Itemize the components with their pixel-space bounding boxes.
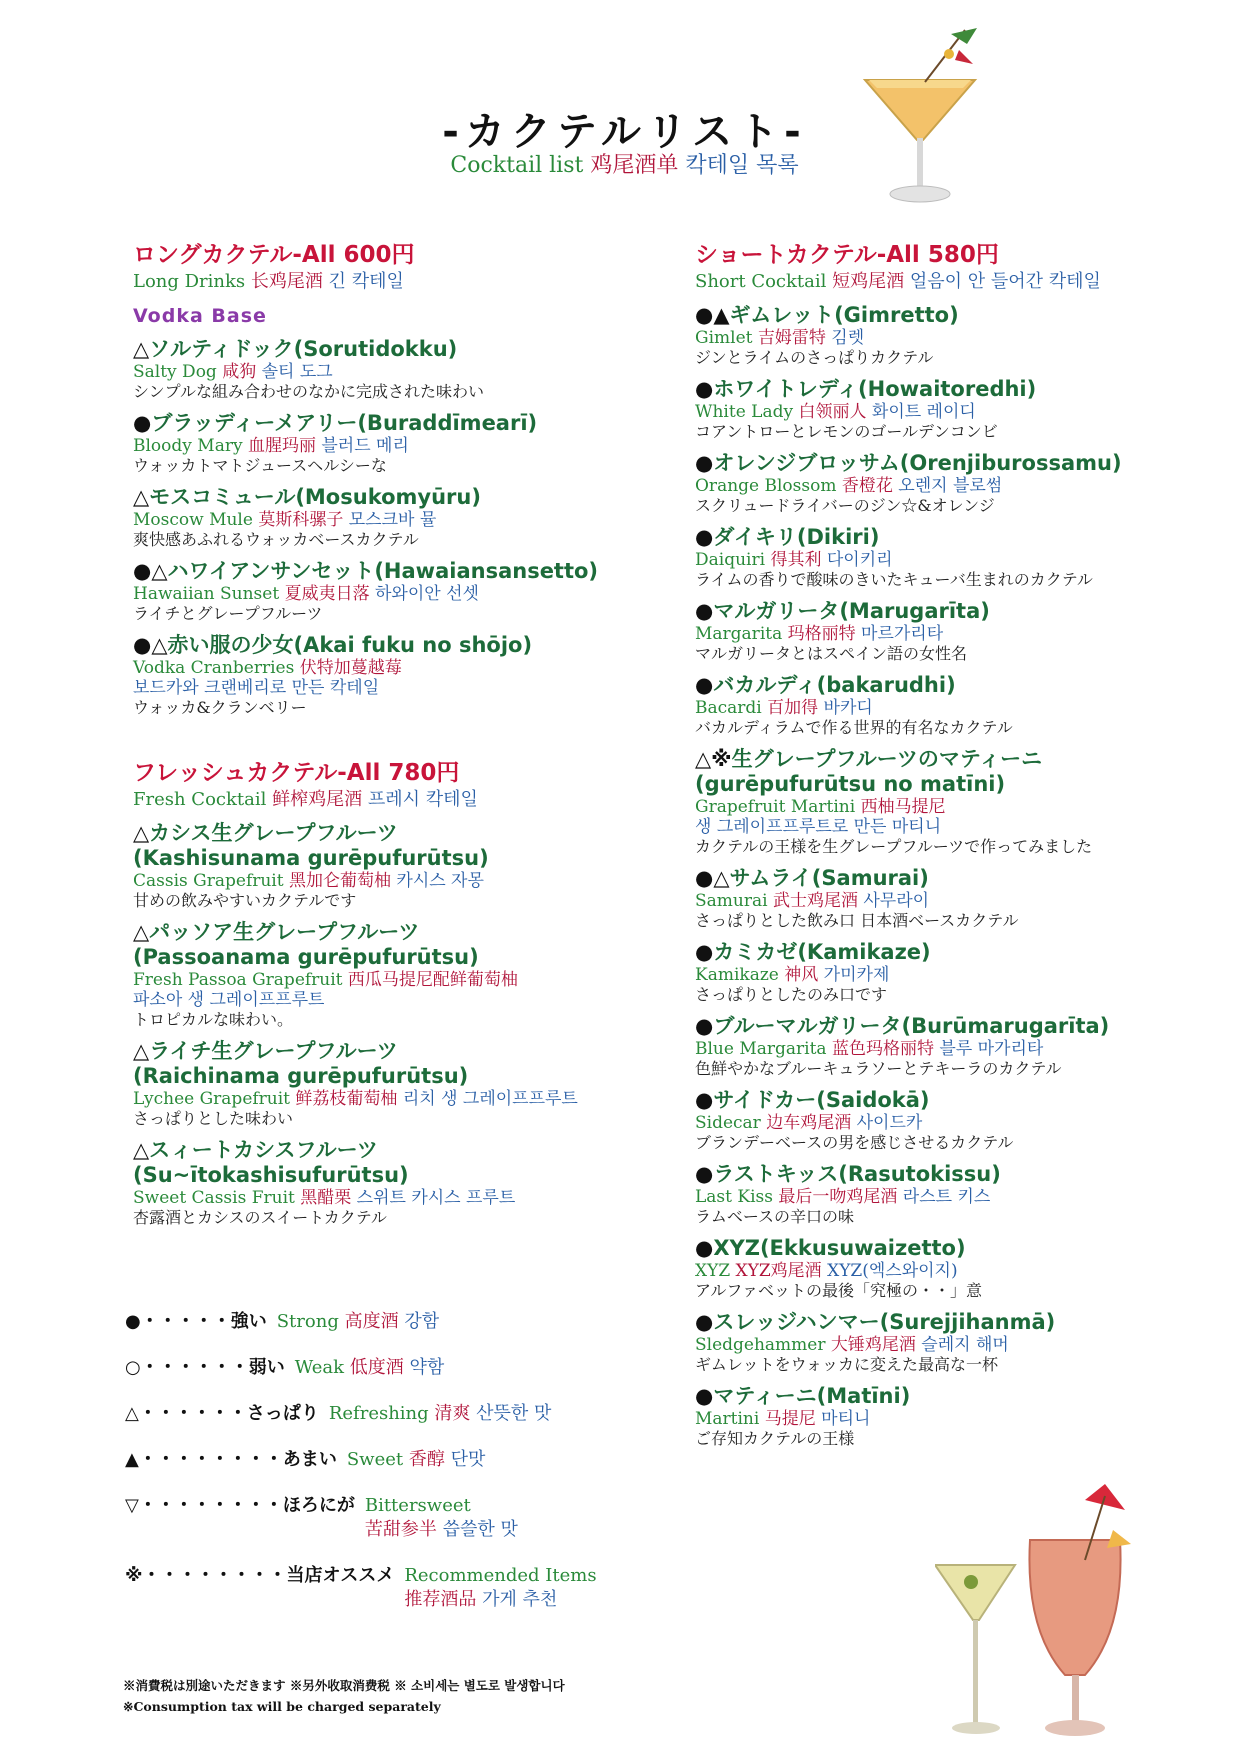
legend-symbol: ●・・・・・強い: [125, 1311, 267, 1332]
item-translations: [695, 1113, 1225, 1133]
menu-item: [695, 377, 1225, 442]
item-name-zh: 夏威夷日落: [284, 584, 370, 604]
menu-item: [133, 337, 693, 402]
item-name: [695, 1384, 1225, 1409]
item-name-en: Vodka Cranberries: [133, 658, 295, 678]
item-name-ko: 파소아 생 그레이프프루트: [133, 990, 325, 1010]
item-name-en: Daiquiri: [695, 550, 766, 570]
item-name-text: 赤い服の少女(Akai fuku no shōjo): [167, 633, 533, 657]
item-name-ko: 오렌지 블로썸: [898, 476, 1003, 496]
strength-marker: ●: [695, 1088, 714, 1112]
strength-marker: ●: [695, 1310, 714, 1334]
item-name: [695, 1014, 1225, 1039]
section-sub-zh: 长鸡尾酒: [250, 271, 323, 292]
item-name-en: Martini: [695, 1409, 760, 1429]
item-name-zh: 百加得: [767, 698, 819, 718]
item-name: [695, 377, 1225, 402]
item-name-text: カシス生グレープフルーツ: [149, 821, 398, 845]
menu-item: [695, 1310, 1225, 1375]
item-name: [695, 303, 1225, 328]
item-name-text: サイドカー(Saidokā): [713, 1088, 930, 1112]
item-name-zh: XYZ鸡尾酒: [735, 1261, 822, 1281]
item-name-text: ソルティドック(Sorutidokku): [149, 337, 458, 361]
item-name-ko: 화이트 레이디: [871, 402, 976, 422]
item-description: シンプルな組み合わせのなかに完成された味わい: [133, 382, 484, 401]
item-name-en: Kamikaze: [695, 965, 779, 985]
item-name-ko: 스위트 카시스 프루트: [356, 1188, 516, 1208]
strength-marker: ●▲: [695, 303, 730, 327]
item-name-ko: 블러드 메리: [321, 436, 409, 456]
item-name: [133, 1138, 693, 1163]
item-name-en: Cassis Grapefruit: [133, 871, 284, 891]
item-name-zh: 莫斯科骡子: [258, 510, 344, 530]
item-name-text: マルガリータ(Marugarīta): [713, 599, 990, 623]
section-heading: ロングカクテル-All 600円: [133, 242, 415, 268]
item-name-zh: 血腥玛丽: [247, 436, 316, 456]
item-name: [695, 1088, 1225, 1113]
item-name-zh: 神风: [784, 965, 819, 985]
item-name-ko: 보드카와 크랜베리로 만든 칵테일: [133, 678, 380, 698]
strength-marker: △: [133, 821, 150, 845]
item-name-text: ハワイアンサンセット(Hawaiansansetto): [167, 559, 599, 583]
item-translations: [695, 965, 1225, 985]
item-name: [695, 940, 1225, 965]
item-name-ko: 리치 생 그레이프프루트: [402, 1089, 578, 1109]
menu-item: [133, 821, 693, 911]
strength-marker: ●△: [133, 633, 168, 657]
item-name-en: Fresh Passoa Grapefruit: [133, 970, 343, 990]
item-name-ko: 김렛: [831, 328, 865, 348]
item-name-zh: 最后一吻鸡尾酒: [778, 1187, 898, 1207]
item-name-text: オレンジブロッサム(Orenjiburossamu): [713, 451, 1122, 475]
item-translations: [695, 891, 1225, 911]
item-name: [695, 1162, 1225, 1187]
item-description: トロピカルな味わい。: [133, 1010, 294, 1029]
item-name-zh: 白领丽人: [798, 402, 867, 422]
item-name: [133, 920, 693, 945]
strength-marker: ●: [695, 599, 714, 623]
item-name-zh: 香橙花: [841, 476, 893, 496]
item-name-text: ラストキッス(Rasutokissu): [713, 1162, 1001, 1186]
item-description: マルガリータとはスペイン語の女性名: [695, 644, 968, 663]
item-name-ko: 블루 마가리타: [939, 1039, 1044, 1059]
fresh-items: [133, 821, 693, 1228]
item-name-zh: 蓝色玛格丽特: [831, 1039, 934, 1059]
item-name-ko: 사무라이: [863, 891, 930, 911]
legend-symbol: ▽・・・・・・・・ほろにが: [125, 1495, 355, 1516]
item-name-ko: 카시스 자몽: [396, 871, 484, 891]
section-subheading: [695, 270, 1225, 294]
item-translations: [133, 970, 693, 990]
item-romanization: (Raichinama gurēpufurūtsu): [133, 1064, 469, 1088]
item-translations: [133, 1089, 693, 1109]
legend-zh: 推荐酒品: [404, 1589, 477, 1610]
item-translations: [133, 1188, 693, 1208]
item-translations: [695, 476, 1225, 496]
section-sub-en: Long Drinks: [133, 271, 246, 292]
item-translations: [695, 328, 1225, 348]
item-name-en: XYZ: [695, 1261, 731, 1281]
item-description: ギムレットをウォッカに変えた最高な一杯: [695, 1355, 999, 1374]
subtitle-ko: 칵테일 목록: [685, 153, 799, 178]
strength-marker: ●: [695, 451, 714, 475]
item-translations: [695, 550, 1225, 570]
item-name-zh: 西瓜马提尼配鲜葡萄柚: [347, 970, 518, 990]
tax-notice-line-2: ※Consumption tax will be charged separately: [123, 1699, 441, 1714]
legend-zh: 香醇: [408, 1449, 445, 1470]
legend-en: Refreshing: [328, 1403, 429, 1424]
page-title: -カクテルリスト-: [442, 109, 807, 155]
item-name-ko: 가미카제: [823, 965, 890, 985]
item-translations: [695, 1409, 1225, 1429]
item-translations: [695, 797, 1225, 817]
item-romanization: (gurēpufurūtsu no matīni): [695, 772, 1006, 796]
strength-marker: ●: [695, 940, 714, 964]
item-name: [133, 337, 693, 362]
item-name-text: モスコミュール(Mosukomyūru): [149, 485, 481, 509]
legend: [125, 1310, 685, 1634]
legend-row: [125, 1494, 685, 1542]
item-name: [695, 673, 1225, 698]
menu-item: [695, 525, 1225, 590]
strength-marker: ●: [695, 1014, 714, 1038]
item-description: ウォッカ&クランベリー: [133, 698, 307, 717]
item-name-zh: 吉姆雷特: [757, 328, 826, 348]
item-name: [133, 821, 693, 846]
item-name-zh: 武士鸡尾酒: [772, 891, 858, 911]
martini-glass-illustration: [855, 20, 985, 220]
section-sub-ko: 긴 칵테일: [328, 271, 404, 292]
item-name-text: ブルーマルガリータ(Burūmarugarīta): [713, 1014, 1110, 1038]
item-name-text: XYZ(Ekkusuwaizetto): [713, 1236, 966, 1260]
legend-en: Sweet: [346, 1449, 404, 1470]
legend-symbol: △・・・・・・さっぱり: [125, 1403, 319, 1424]
menu-item: [133, 920, 693, 1030]
menu-item: [695, 1162, 1225, 1227]
legend-symbol: ※・・・・・・・・当店オススメ: [125, 1565, 395, 1586]
item-description: アルファベットの最後「究極の・・」意: [695, 1281, 983, 1300]
item-name-en: Bloody Mary: [133, 436, 243, 456]
item-translations: [133, 584, 693, 604]
item-name-text: ホワイトレディ(Howaitoredhi): [713, 377, 1037, 401]
menu-item: [695, 451, 1225, 516]
item-name-en: Grapefruit Martini: [695, 797, 856, 817]
legend-translations: [365, 1494, 518, 1542]
item-translations: [695, 1187, 1225, 1207]
item-name: [133, 411, 693, 436]
strength-marker: ●: [695, 1162, 714, 1186]
item-name-en: Sidecar: [695, 1113, 761, 1133]
item-name-ko: 사이드카: [856, 1113, 923, 1133]
legend-ko: 약함: [409, 1357, 445, 1378]
item-name-ko: 모스크바 뮬: [348, 510, 437, 530]
legend-translations: [295, 1356, 445, 1380]
menu-item: [133, 411, 693, 476]
strength-marker: △: [133, 1138, 150, 1162]
item-name-en: Bacardi: [695, 698, 762, 718]
item-name-ko: 생 그레이프프루트로 만든 마티니: [695, 817, 942, 837]
strength-marker: △: [133, 1039, 150, 1063]
legend-row: [125, 1564, 685, 1612]
strength-marker: ●: [133, 411, 152, 435]
item-name-zh: 马提尼: [764, 1409, 816, 1429]
item-description: バカルディラムで作る世界的有名なカクテル: [695, 718, 1013, 737]
section-sub-zh: 鲜榨鸡尾酒: [272, 789, 363, 810]
item-translations: [695, 1039, 1225, 1059]
menu-item: [133, 1138, 693, 1228]
item-name-text: バカルディ(bakarudhi): [713, 673, 956, 697]
item-name-ko: 슬레지 해머: [921, 1335, 1009, 1355]
item-name-en: Salty Dog: [133, 362, 217, 382]
item-romanization: (Kashisunama gurēpufurūtsu): [133, 846, 489, 870]
page-subtitle: [0, 148, 1249, 179]
legend-symbol: ○・・・・・・弱い: [125, 1357, 285, 1378]
item-romanization: (Passoanama gurēpufurūtsu): [133, 945, 479, 969]
item-name-text: 生グレープフルーツのマティーニ: [731, 747, 1043, 771]
item-name-zh: 咸狗: [222, 362, 257, 382]
legend-symbol: ▲・・・・・・・・あまい: [125, 1449, 337, 1470]
item-description: さっぱりとした飲み口 日本酒ベースカクテル: [695, 911, 1019, 930]
item-name-text: ダイキリ(Dikiri): [713, 525, 880, 549]
item-description: 色鮮やかなブルーキュラソーとテキーラのカクテル: [695, 1059, 1062, 1078]
menu-item: [695, 940, 1225, 1005]
item-name-en: Moscow Mule: [133, 510, 253, 530]
item-name: [133, 1039, 693, 1064]
section-sub-zh: 短鸡尾酒: [832, 271, 905, 292]
item-description: さっぱりとしたのみ口です: [695, 985, 888, 1004]
menu-item: [133, 559, 693, 624]
item-name-zh: 鲜荔枝葡萄柚: [295, 1089, 398, 1109]
legend-translations: [277, 1310, 439, 1334]
item-translations: [133, 362, 693, 382]
item-description: ウォッカトマトジュースヘルシーな: [133, 456, 387, 475]
menu-item: [695, 1014, 1225, 1079]
legend-translations: [329, 1402, 552, 1426]
item-name-ko: 다이키리: [826, 550, 893, 570]
item-name-ko: 하와이안 선셋: [374, 584, 479, 604]
item-name-en: Gimlet: [695, 328, 753, 348]
strength-marker: △: [133, 337, 150, 361]
long-items: [133, 337, 693, 718]
item-description: ブランデーベースの男を感じさせるカクテル: [695, 1133, 1014, 1152]
legend-ko: 단맛: [450, 1449, 486, 1470]
strength-marker: ●△: [695, 866, 730, 890]
item-name: [695, 451, 1225, 476]
item-name-zh: 伏特加蔓越莓: [299, 658, 402, 678]
item-name: [695, 866, 1225, 891]
item-translations: [695, 402, 1225, 422]
item-translations: [133, 658, 693, 678]
menu-item: [695, 673, 1225, 738]
subtitle-zh: 鸡尾酒单: [590, 153, 679, 178]
menu-item: [695, 1088, 1225, 1153]
item-name-en: Orange Blossom: [695, 476, 837, 496]
section-sub-ko: 얼음이 안 들어간 칵테일: [909, 271, 1101, 292]
item-name-text: スレッジハンマー(Surejjihanmā): [713, 1310, 1056, 1334]
item-description: ライチとグレープフルーツ: [133, 604, 323, 623]
item-name-en: Margarita: [695, 624, 783, 644]
section-sub-en: Short Cocktail: [695, 271, 827, 292]
strength-marker: ●△: [133, 559, 168, 583]
menu-item: [695, 599, 1225, 664]
section-heading: フレッシュカクテル-All 780円: [133, 760, 460, 786]
item-description: ラムベースの辛口の味: [695, 1207, 855, 1226]
legend-zh: 高度酒: [344, 1311, 399, 1332]
legend-en: Weak: [294, 1357, 345, 1378]
item-name: [695, 599, 1225, 624]
item-translations: [695, 1261, 1225, 1281]
legend-ko: 산뜻한 맛: [476, 1403, 552, 1424]
legend-en: Strong: [276, 1311, 339, 1332]
item-name-en: Blue Margarita: [695, 1039, 827, 1059]
item-translations: [695, 624, 1225, 644]
menu-item: [695, 866, 1225, 931]
item-name-text: サムライ(Samurai): [729, 866, 929, 890]
item-name-ko: XYZ(엑스와이지): [827, 1261, 958, 1281]
item-name-text: ギムレット(Gimretto): [729, 303, 959, 327]
strength-marker: △※: [695, 747, 732, 771]
item-description: カクテルの王様を生グレープフルーツで作ってみました: [695, 837, 1093, 856]
legend-ko: 씁쓸한 맛: [442, 1519, 518, 1540]
section-subheading: [133, 788, 693, 812]
item-name-en: Last Kiss: [695, 1187, 773, 1207]
item-name-ko: 솔티 도그: [261, 362, 333, 382]
legend-zh: 低度酒: [349, 1357, 404, 1378]
item-name: [695, 525, 1225, 550]
item-description: スクリュードライバーのジン☆&オレンジ: [695, 496, 995, 515]
item-description: ジンとライムのさっぱりカクテル: [695, 348, 934, 367]
item-description: 爽快感あふれるウォッカベースカクテル: [133, 530, 419, 549]
legend-zh: 清爽: [434, 1403, 471, 1424]
legend-en: Recommended Items: [404, 1565, 597, 1586]
menu-item: [133, 1039, 693, 1129]
item-name-text: ライチ生グレープフルーツ: [149, 1039, 398, 1063]
legend-translations: [404, 1564, 596, 1612]
menu-item: [133, 485, 693, 550]
item-name: [133, 559, 693, 584]
legend-ko: 가게 추천: [482, 1589, 558, 1610]
item-name-en: Sweet Cassis Fruit: [133, 1188, 295, 1208]
item-name-zh: 西柚马提尼: [860, 797, 946, 817]
strength-marker: ●: [695, 377, 714, 401]
item-name-ko: 라스트 키스: [902, 1187, 991, 1207]
menu-item: [695, 747, 1225, 857]
section-sub-ko: 프레시 칵테일: [367, 789, 478, 810]
strength-marker: ●: [695, 1236, 714, 1260]
item-name-text: マティーニ(Matīni): [713, 1384, 911, 1408]
item-name-en: White Lady: [695, 402, 794, 422]
subtitle-en: Cocktail list: [450, 153, 584, 178]
vodka-base-heading: Vodka Base: [133, 305, 267, 327]
item-romanization: (Su~ītokashisufurūtsu): [133, 1163, 409, 1187]
strength-marker: ●: [695, 673, 714, 697]
item-translations: [695, 698, 1225, 718]
item-name: [695, 747, 1225, 772]
item-name-text: パッソア生グレープフルーツ: [149, 920, 420, 944]
item-translations: [133, 436, 693, 456]
item-name: [695, 1236, 1225, 1261]
item-name-zh: 黑醋栗: [300, 1188, 352, 1208]
strength-marker: △: [133, 485, 150, 509]
fresh-cocktail-section: [133, 758, 693, 1228]
legend-row: [125, 1402, 685, 1426]
item-name-en: Samurai: [695, 891, 768, 911]
item-name-text: スィートカシスフルーツ: [149, 1138, 378, 1162]
legend-zh: 苦甜参半: [364, 1519, 437, 1540]
section-subheading: [133, 270, 693, 294]
menu-item: [133, 633, 693, 718]
menu-item: [695, 1236, 1225, 1301]
item-name: [695, 1310, 1225, 1335]
item-translations: [133, 871, 693, 891]
legend-row: [125, 1448, 685, 1472]
short-items: [695, 303, 1225, 1449]
section-heading: ショートカクテル-All 580円: [695, 242, 999, 268]
item-name-text: カミカゼ(Kamikaze): [713, 940, 931, 964]
item-name-zh: 得其利: [770, 550, 822, 570]
legend-ko: 강함: [404, 1311, 440, 1332]
legend-row: [125, 1310, 685, 1334]
tax-notice-line-1: ※消費税は別途いただきます ※另外收取消费税 ※ 소비세는 별도로 발생합니다: [123, 1678, 565, 1693]
item-name-zh: 边车鸡尾酒: [766, 1113, 852, 1133]
strength-marker: ●: [695, 1384, 714, 1408]
item-description: ご存知カクテルの王様: [695, 1429, 855, 1448]
tax-notice: [123, 1675, 565, 1717]
item-name-ko: 바카디: [823, 698, 873, 718]
item-description: さっぱりとした味わい: [133, 1109, 294, 1128]
item-description: コアントローとレモンのゴールデンコンビ: [695, 422, 998, 441]
item-translations: [133, 510, 693, 530]
long-cocktail-section: [133, 240, 693, 718]
cocktail-glasses-illustration: [935, 1470, 1135, 1750]
left-column: [133, 240, 693, 1228]
item-name-text: ブラッディーメアリー(Buraddīmearī): [151, 411, 538, 435]
item-name-en: Hawaiian Sunset: [133, 584, 280, 604]
section-sub-en: Fresh Cocktail: [133, 789, 267, 810]
item-name-ko: 마티니: [821, 1409, 871, 1429]
item-name-en: Sledgehammer: [695, 1335, 826, 1355]
item-description: 杏露酒とカシスのスイートカクテル: [133, 1208, 387, 1227]
menu-item: [695, 303, 1225, 368]
item-name: [133, 485, 693, 510]
item-name-en: Lychee Grapefruit: [133, 1089, 291, 1109]
item-description: 甘めの飲みやすいカクテルです: [133, 891, 357, 910]
item-name-zh: 玛格丽特: [787, 624, 856, 644]
item-description: ライムの香りで酸味のきいたキューバ生まれのカクテル: [695, 570, 1093, 589]
item-name-zh: 黑加仑葡萄柚: [288, 871, 391, 891]
strength-marker: △: [133, 920, 150, 944]
right-column: [695, 240, 1225, 1449]
item-name-ko: 마르가리타: [861, 624, 944, 644]
item-name: [133, 633, 693, 658]
legend-translations: [347, 1448, 486, 1472]
item-translations: [695, 1335, 1225, 1355]
menu-item: [695, 1384, 1225, 1449]
short-cocktail-section: [695, 240, 1225, 1449]
legend-en: Bittersweet: [364, 1495, 471, 1516]
strength-marker: ●: [695, 525, 714, 549]
item-name-zh: 大锤鸡尾酒: [830, 1335, 916, 1355]
legend-row: [125, 1356, 685, 1380]
